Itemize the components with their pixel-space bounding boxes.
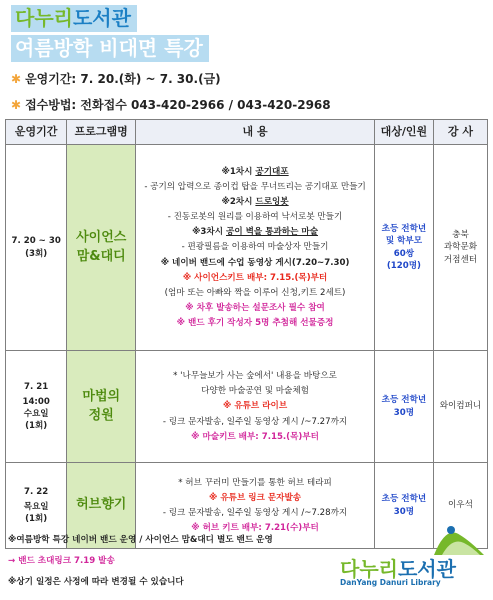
footer-note-change: ※상기 일정은 사정에 따라 변경될 수 있습니다 [8,577,184,587]
library-brand [11,5,137,32]
period-text: 운영기간: 7. 20.(화) ~ 7. 30.(금) [25,72,221,86]
period-line: 7. 20 ~ 30 [11,236,61,247]
content-line: * '나무늘보가 사는 숲에서' 내용을 바탕으로 [173,371,337,382]
target-line: 30명 [393,506,415,517]
star-bullet-icon: ✱ [11,98,22,112]
table-header-row [6,120,488,145]
page-header [11,5,209,62]
method-info [11,96,331,113]
content-line: ※ 사이언스키트 배부: 7.15.(목)부터 [182,272,328,283]
content-line [142,196,368,208]
target-line: 초등 전학년 [381,494,427,505]
target-line: 60쌍 [393,248,415,259]
period-line: 14:00 [22,396,50,407]
footer-invite-text: → 밴드 초대링크 7.19 발송 [8,556,115,566]
instructor-line: 충북 [452,230,469,241]
content-line: - 링크 문자발송, 일주일 동영상 게시 /~7.27까지 [162,416,348,427]
target-line: 초등 전학년 [381,224,427,235]
target-line: 30명 [393,407,415,418]
content-line: ※ 마술키트 배부: 7.15.(목)부터 [191,431,319,442]
period-line: 수요일 [23,409,49,419]
header-target: 대상/인원 [374,120,433,145]
header-program: 프로그램명 [67,120,136,145]
content-line: ※ 허브 키트 배부: 7.21(수)부터 [191,523,319,534]
content-cell [136,145,375,351]
instructor-line: 이우석 [448,500,473,511]
program-name-line: 정원 [88,407,114,423]
instructor-line: 과학문화 [443,242,478,253]
period-line: 7. 22 [24,486,49,497]
brand-library: 도서관 [72,6,131,30]
instructor-cell [433,145,487,351]
content-line: - 링크 문자발송, 일주일 동영상 게시 /~7.28까지 [162,508,348,518]
period-line: 7. 21 [24,381,49,392]
period-info [11,70,221,87]
content-line [142,226,368,238]
program-name-line: 허브향기 [76,497,127,513]
table-row [6,145,488,351]
instructor-line: 거점센터 [443,254,478,265]
logo-library: 도서관 [397,557,456,581]
footer-note-band: ※여름방학 특강 네이버 밴드 운영 / 사이언스 맘&대디 별도 밴드 운영 [8,535,273,545]
content-line: - 편광필름을 이용하여 마술상자 만들기 [181,242,329,253]
period-line: (1회) [25,514,48,525]
content-line: ※ 네이버 밴드에 수업 동영상 게시(7.20~7.30) [160,257,350,268]
content-line-prefix: ※2차시 [221,197,256,208]
period-line: (1회) [25,421,48,432]
period-line: 목요일 [23,501,49,512]
target-count-cell [374,145,433,351]
target-line: (120명) [386,260,421,271]
content-line-prefix: ※3차시 [192,227,227,238]
program-name-cell [67,351,136,463]
method-value: 전화접수 043-420-2966 / 043-420-2968 [80,98,331,112]
period-cell [6,145,67,351]
period-line: (3회) [25,248,48,259]
page-title: 여름방학 비대면 특강 [11,35,209,62]
content-line: ※ 밴드 후기 작성자 5명 추첨해 선물증정 [176,317,334,328]
brand-danuri: 다누리 [15,6,73,30]
period-cell [6,351,67,463]
content-line-topic: 공이 벽을 통과하는 마술 [226,227,319,238]
content-line: * 허브 꾸러미 만들기를 통한 허브 테라피 [178,477,332,488]
target-line: 및 학부모 [385,236,423,247]
program-name-line: 마법의 [82,389,121,405]
header-instructor: 강 사 [433,120,487,145]
method-label: 접수방법: [25,98,77,112]
footer-note-invite [8,554,115,566]
content-line-topic: 공기대포 [255,167,289,178]
instructor-line: 와이컴퍼니 [439,401,482,412]
logo-danuri: 다누리 [340,557,398,581]
schedule-table [5,119,488,549]
program-name-cell [67,145,136,351]
program-name-line: 사이언스 [76,230,127,246]
logo-subtitle: DanYang Danuri Library [340,578,441,587]
content-line: ※ 차후 발송하는 설문조사 필수 참여 [185,302,325,313]
content-line-prefix: ※1차시 [221,167,256,178]
content-line [142,166,368,178]
content-line: ※ 유튜브 라이브 [222,401,288,412]
logo-graphic-icon [338,521,488,557]
content-line: - 진동로봇의 원리를 이용하여 낙서로봇 만들기 [167,212,343,223]
table-row [6,351,488,463]
content-line: (엄마 또는 아빠와 짝을 이루어 신청,키트 2세트) [164,287,346,298]
content-line: - 공기의 압력으로 종이컵 탑을 무너뜨리는 공기대포 만들기 [144,182,366,193]
content-line-topic: 드로잉봇 [255,197,289,208]
target-count-cell [374,351,433,463]
header-period: 운영기간 [6,120,67,145]
target-line: 초등 전학년 [381,395,427,406]
header-content: 내 용 [136,120,375,145]
program-name-line: 맘&대디 [76,248,126,264]
content-cell [136,351,375,463]
content-line: ※ 유튜브 링크 문자발송 [209,492,302,503]
star-bullet-icon: ✱ [11,72,22,86]
content-line: 다양한 마술공연 및 마술체험 [201,386,309,397]
instructor-cell [433,351,487,463]
library-logo [338,521,488,591]
